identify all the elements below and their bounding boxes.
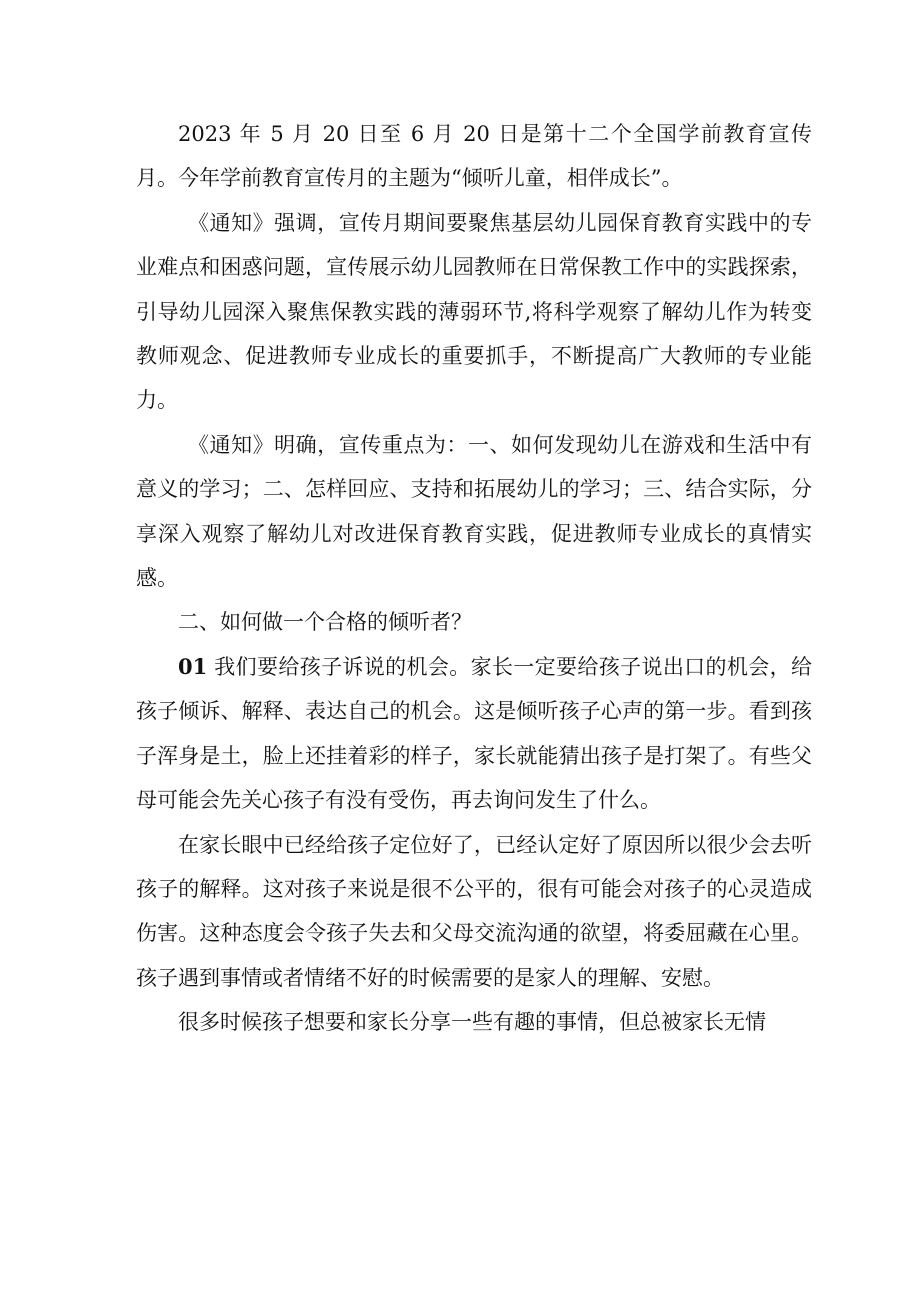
paragraph-7: 很多时候孩子想要和家长分享一些有趣的事情，但总被家长无情 — [178, 1010, 766, 1035]
paragraph-1: 2023 年 5 月 20 日至 6 月 20 日是第十二个全国学前教育宣传月。今年学前教育宣传月的主题为“倾听儿童，相伴成长”。 — [136, 122, 812, 191]
document-body — [136, 112, 812, 1045]
paragraph-5-text: 我们要给孩子诉说的机会。家长一定要给孩子说出口的机会，给孩子倾诉、解释、表达自己的机会。这是倾听孩子心声的第一步。看到孩子浑身是土，脸上还挂着彩的样子，家长就能猜出孩子是打架了。有些父母可能会先关心孩子有没有受伤，再去询问发生了什么。 — [136, 654, 812, 813]
paragraph-3: 《通知》明确，宣传重点为：一、如何发现幼儿在游戏和生活中有意义的学习；二、怎样回应、支持和拓展幼儿的学习；三、结合实际，分享深入观察了解幼儿对改进保育教育实践，促进教师专业成长的真情实感。 — [136, 432, 812, 591]
item-number: 01 — [178, 653, 208, 679]
paragraph-6: 在家长眼中已经给孩子定位好了，已经认定好了原因所以很少会去听孩子的解释。这对孩子来说是很不公平的，很有可能会对孩子的心灵造成伤害。这种态度会令孩子失去和父母交流沟通的欲望，将委屈藏在心里。孩子遇到事情或者情绪不好的时候需要的是家人的理解、安慰。 — [136, 832, 812, 990]
paragraph-5 — [136, 645, 812, 823]
section-heading: 二、如何做一个合格的倾听者？ — [178, 610, 472, 635]
paragraph-2: 《通知》强调，宣传月期间要聚焦基层幼儿园保育教育实践中的专业难点和困惑问题，宣传展示幼儿园教师在日常保教工作中的实践探索，引导幼儿园深入聚焦保教实践的薄弱环节,将科学观察了解幼儿作为转变教师观念、促进教师专业成长的重要抓手，不断提高广大教师的专业能力。 — [136, 210, 812, 413]
